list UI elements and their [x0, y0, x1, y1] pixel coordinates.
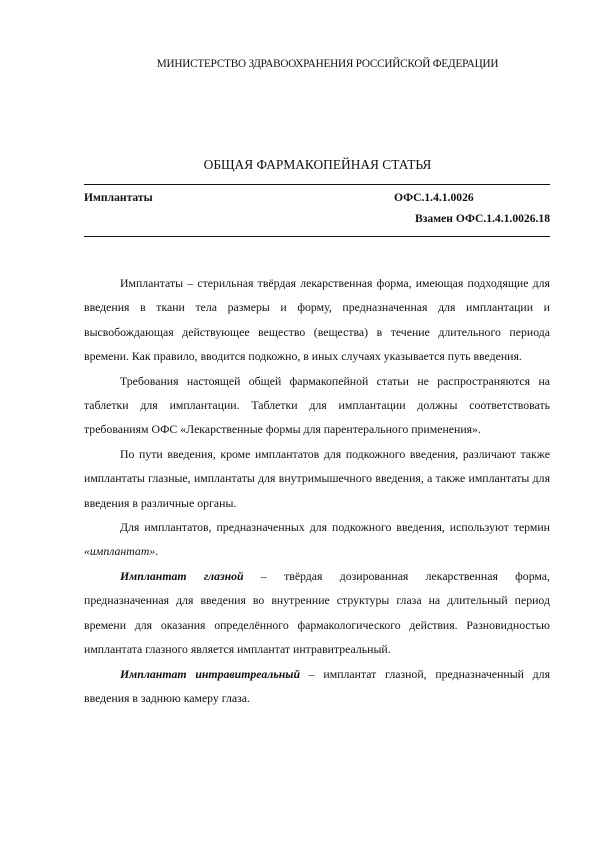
- bottom-divider: [84, 236, 550, 237]
- definition-term: Имплантат интравитреальный: [120, 666, 301, 681]
- paragraph: Имплантаты – стерильная твёрдая лекарственная форма, имеющая подходящие для введения в ткани тела размеры и форму, предназначенная для имплантации и высвобождающая действующее вещество (вещества) в течение длительного периода времени. Как правило, вводится подкожно, в иных случаях указывается путь введения.: [84, 276, 550, 364]
- article-body: [84, 271, 550, 710]
- paragraph: [84, 662, 550, 711]
- definition-text: – имплантат глазной, предназначенный для введения в заднюю камеру глаза.: [84, 666, 550, 705]
- paragraph: По пути введения, кроме имплантатов для подкожного введения, различают также имплантаты глазные, имплантаты для внутримышечного введения, а также имплантаты для введения в различные органы.: [84, 446, 550, 510]
- paragraph: [84, 515, 550, 564]
- paragraph: Требования настоящей общей фармакопейной статьи не распространяются на таблетки для имплантации. Таблетки для имплантации должны соответствовать требованиям ОФС «Лекарственные формы для парентерального применения».: [84, 373, 550, 437]
- article-replaces: Взамен ОФС.1.4.1.0026.18: [415, 212, 550, 225]
- article-name: Имплантаты: [84, 191, 153, 204]
- article-code: ОФС.1.4.1.0026: [394, 191, 474, 204]
- document-title: ОБЩАЯ ФАРМАКОПЕЙНАЯ СТАТЬЯ: [203, 157, 432, 172]
- ministry-header: МИНИСТЕРСТВО ЗДРАВООХРАНЕНИЯ РОССИЙСКОЙ ФЕДЕРАЦИИ: [156, 58, 499, 70]
- top-divider: [84, 184, 550, 185]
- paragraph: [84, 564, 550, 662]
- term-quote: «имплантат»: [84, 544, 156, 559]
- definition-term: Имплантат глазной: [120, 568, 244, 583]
- paragraph-text: .: [155, 544, 159, 559]
- definition-text: – твёрдая дозированная лекарственная форма, предназначенная для введения во внутренние структуры глаза на длительный период времени для оказания определённого фармакологического действия. Разновидностью имплантата глазного является имплантат интравитреальный.: [84, 568, 550, 657]
- paragraph-text: Для имплантатов, предназначенных для подкожного введения, используют термин: [120, 520, 550, 535]
